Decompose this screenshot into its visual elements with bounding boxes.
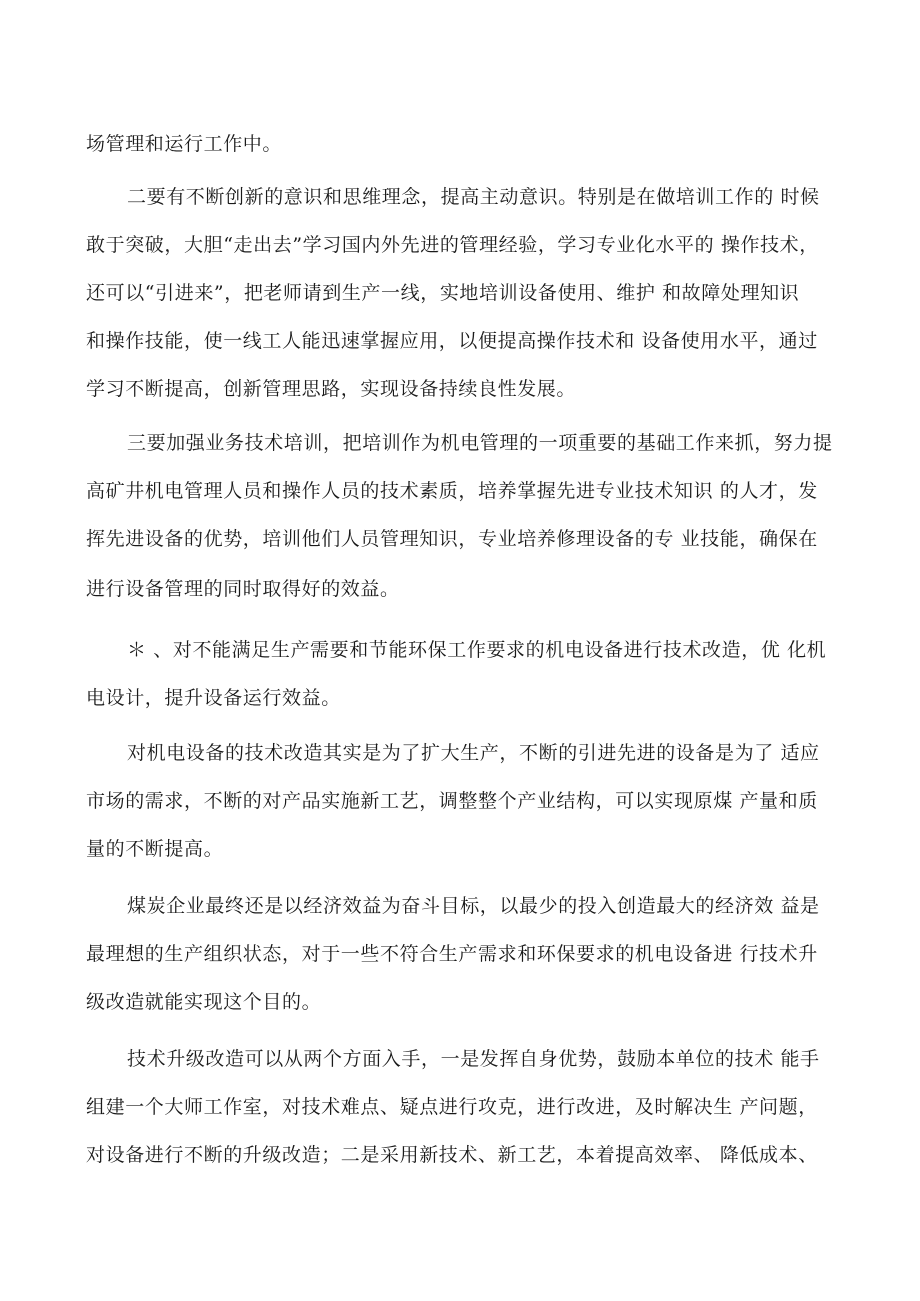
text-line: 场管理和运行工作中。 <box>86 133 283 155</box>
text-line: 级改造就能实现这个目的。 <box>86 991 322 1013</box>
text-line: 和操作技能，使一线工人能迅速掌握应用，以便提高操作技术和 设备使用水平，通过 <box>86 330 818 352</box>
text-line: 对设备进行不断的升级改造；二是采用新技术、新工艺，本着提高效率、 降低成本、 <box>86 1144 818 1166</box>
text-line: 学习不断提高，创新管理思路，实现设备持续良性发展。 <box>86 378 577 400</box>
text-line: 挥先进设备的优势，培训他们人员管理知识，专业培养修理设备的专 业技能，确保在 <box>86 528 818 550</box>
text-line: 高矿井机电管理人员和操作人员的技术素质，培养掌握先进专业技术知识 的人才，发 <box>86 480 818 502</box>
text-line: 量的不断提高。 <box>86 838 224 860</box>
text-line: 敢于突破，大胆“走出去”学习国内外先进的管理经验，学习专业化水平的 操作技术， <box>86 234 819 256</box>
text-line: 组建一个大师工作室，对技术难点、疑点进行攻克，进行改进，及时解决生 产问题， <box>86 1096 818 1118</box>
text-line: 技术升级改造可以从两个方面入手，一是发挥自身优势，鼓励本单位的技术 能手 <box>127 1048 820 1070</box>
text-line: 煤炭企业最终还是以经济效益为奋斗目标，以最少的投入创造最大的经济效 益是 <box>127 895 820 917</box>
text-line: 对机电设备的技术改造其实是为了扩大生产，不断的引进先进的设备是为了 适应 <box>127 742 820 764</box>
text-line: 进行设备管理的同时取得好的效益。 <box>86 578 400 600</box>
text-line: ＊ 、对不能满足生产需要和节能环保工作要求的机电设备进行技术改造，优 化机 <box>127 639 827 661</box>
text-line: 最理想的生产组织状态，对于一些不符合生产需求和环保要求的机电设备进 行技术升 <box>86 943 818 965</box>
text-line: 还可以“引进来”，把老师请到生产一线，实地培训设备使用、维护 和故障处理知识 <box>86 282 800 304</box>
text-line: 二要有不断创新的意识和思维理念，提高主动意识。特别是在做培训工作的 时候 <box>127 186 820 208</box>
text-line: 电设计，提升设备运行效益。 <box>86 687 341 709</box>
text-line: 市场的需求，不断的对产品实施新工艺，调整整个产业结构，可以实现原煤 产量和质 <box>86 790 818 812</box>
text-line: 三要加强业务技术培训，把培训作为机电管理的一项重要的基础工作来抓，努力提 <box>127 432 833 454</box>
